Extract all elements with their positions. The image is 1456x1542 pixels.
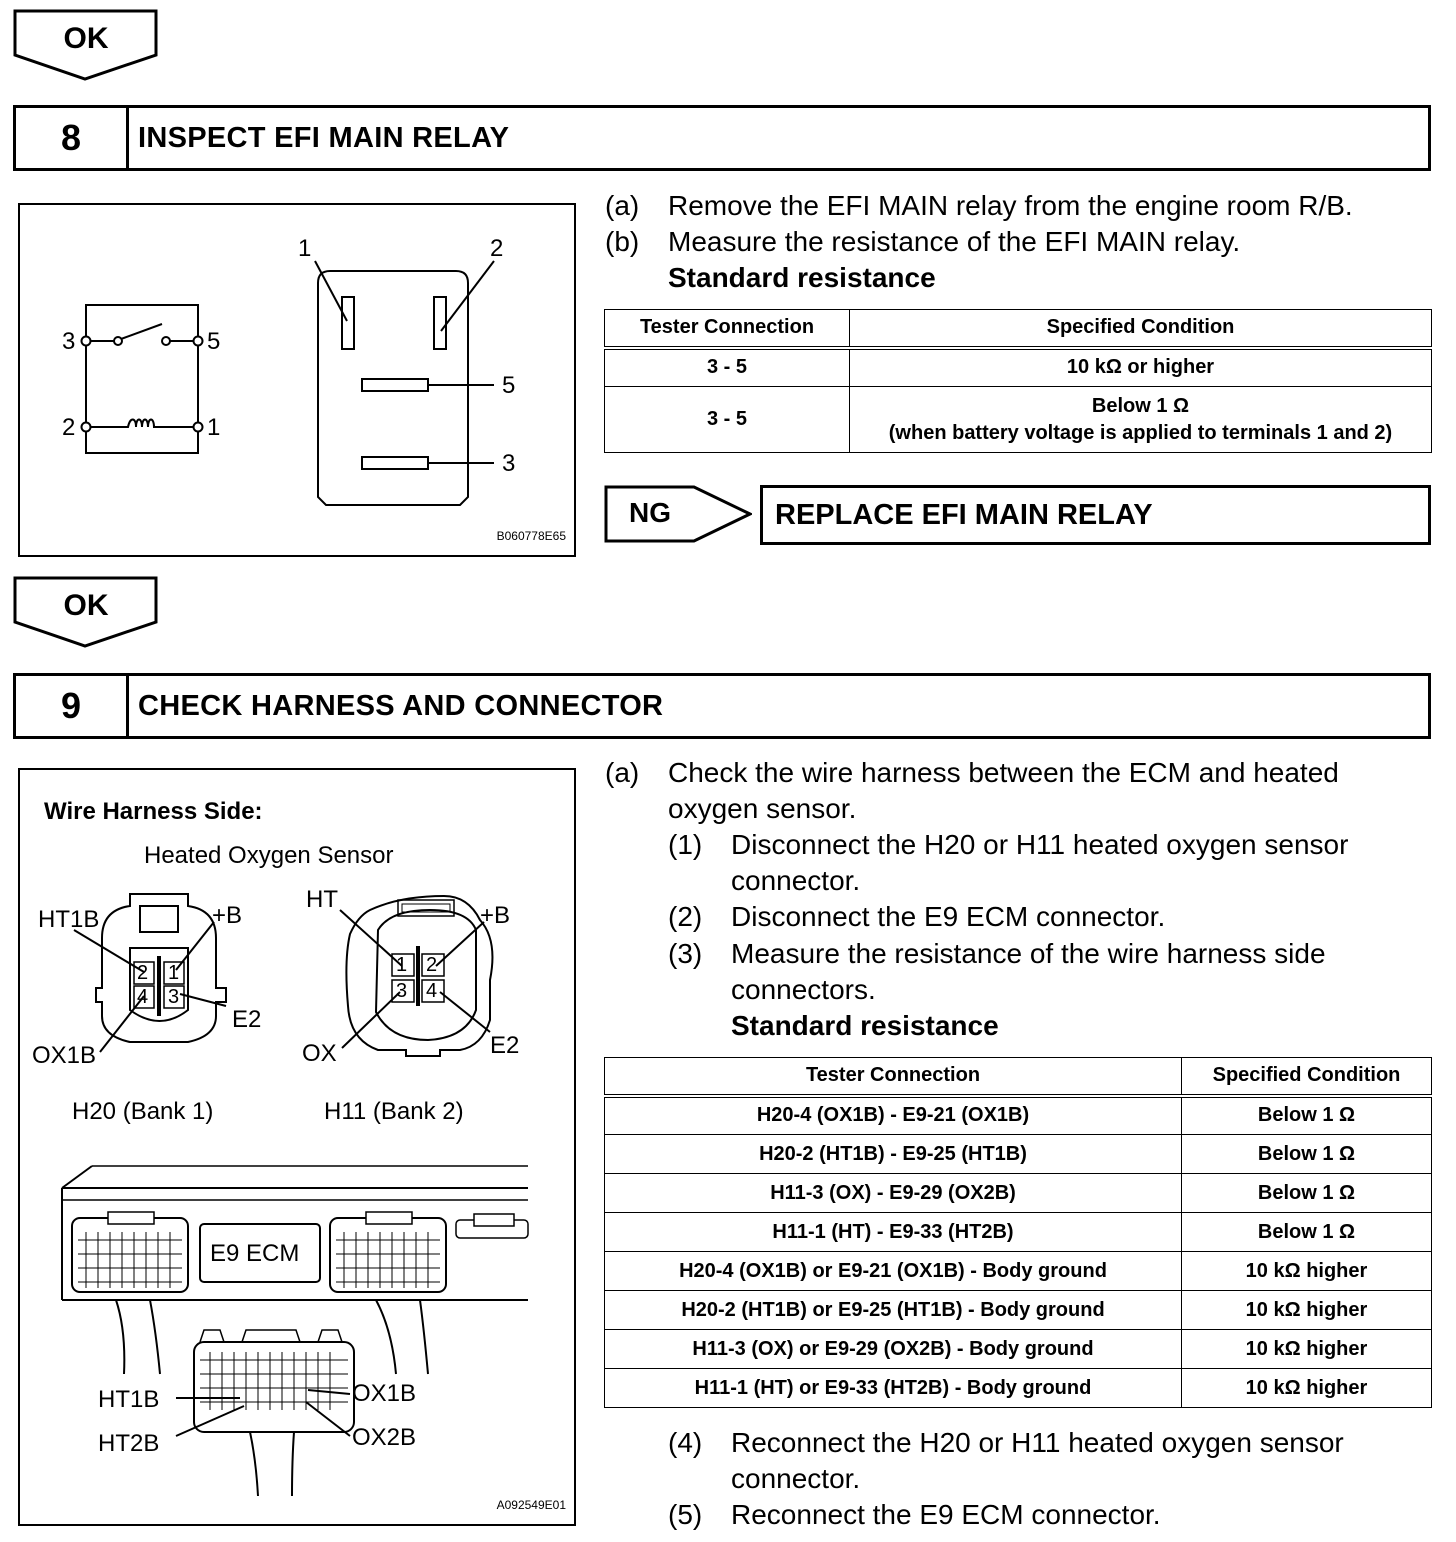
step-8-spec-table [604, 309, 1432, 453]
step-8-std-heading: Standard resistance [668, 262, 936, 293]
table-header: Tester Connection [605, 1058, 1182, 1096]
step-9-sub2: Disconnect the E9 ECM connector. [731, 901, 1166, 932]
h20-plusb-label: +B [212, 902, 243, 929]
step-9-sub2-num: (2) [668, 901, 703, 932]
table-cell: 10 kΩ higher [1182, 1252, 1432, 1291]
step-9-sub1-line1: Disconnect the H20 or H11 heated oxygen sensor [731, 829, 1349, 860]
table-cell: Below 1 Ω [1182, 1096, 1432, 1135]
schematic-pin-2-label: 2 [62, 414, 76, 441]
step-9-a-line2: oxygen sensor. [668, 793, 857, 824]
table-cell: 3 - 5 [605, 348, 850, 387]
h11-plusb-label: +B [480, 902, 511, 929]
h20-pin-2: 2 [137, 962, 149, 984]
step-8-a-text: Remove the EFI MAIN relay from the engine room R/B. [668, 190, 1353, 221]
h11-pin-2: 2 [426, 954, 438, 976]
h11-caption: H11 (Bank 2) [324, 1098, 464, 1125]
step-8-number: 8 [16, 108, 129, 168]
table-cell: H20-2 (HT1B) - E9-25 (HT1B) [605, 1135, 1182, 1174]
table-cell: H11-3 (OX) or E9-29 (OX2B) - Body ground [605, 1330, 1182, 1369]
table-cell: Below 1 Ω [1182, 1213, 1432, 1252]
table-cell: Below 1 Ω [1182, 1135, 1432, 1174]
h20-e2-label: E2 [232, 1006, 262, 1033]
step-9-sub5-num: (5) [668, 1499, 703, 1530]
table-cell: H11-1 (HT) - E9-33 (HT2B) [605, 1213, 1182, 1252]
step-9-sub5: Reconnect the E9 ECM connector. [731, 1499, 1161, 1530]
table-cell: 10 kΩ higher [1182, 1330, 1432, 1369]
ecm-ht2b-label: HT2B [98, 1430, 160, 1457]
relay-figure-code: B060778E65 [496, 529, 566, 543]
table-cell: H20-2 (HT1B) or E9-25 (HT1B) - Body ground [605, 1291, 1182, 1330]
table-cell: H11-3 (OX) - E9-29 (OX2B) [605, 1174, 1182, 1213]
h11-ox-label: OX [302, 1040, 337, 1067]
step-8-b-letter: (b) [605, 226, 640, 257]
h11-e2-label: E2 [490, 1032, 520, 1059]
ecm-ox1b-label: OX1B [352, 1380, 417, 1407]
schematic-pin-5-label: 5 [207, 328, 221, 355]
harness-figure [18, 768, 576, 1526]
step-9-sub3-line2: connectors. [731, 974, 876, 1005]
h20-caption: H20 (Bank 1) [72, 1098, 214, 1125]
schematic-pin-1-label: 1 [207, 414, 221, 441]
table-cell: Below 1 Ω [1182, 1174, 1432, 1213]
h11-pin-4: 4 [426, 980, 438, 1002]
condition-note: (when battery voltage is applied to terminals 1 and 2) [888, 421, 1393, 444]
step-8-title: INSPECT EFI MAIN RELAY [138, 121, 510, 154]
table-cell: H20-4 (OX1B) - E9-21 (OX1B) [605, 1096, 1182, 1135]
step-9-sub1-line2: connector. [731, 865, 861, 896]
step-8-b-text: Measure the resistance of the EFI MAIN relay. [668, 226, 1241, 257]
step-9-spec-table [604, 1057, 1432, 1408]
table-header: Specified Condition [850, 310, 1432, 348]
h20-pin-3: 3 [168, 986, 180, 1008]
ok-label-1: OK [63, 22, 109, 55]
ng-action-box: REPLACE EFI MAIN RELAY [760, 485, 1431, 545]
table-cell: H20-4 (OX1B) or E9-21 (OX1B) - Body ground [605, 1252, 1182, 1291]
table-cell: 10 kΩ higher [1182, 1369, 1432, 1408]
step-9-a-letter: (a) [605, 757, 640, 788]
h11-pin-1: 1 [396, 954, 408, 976]
step-9-sub1-num: (1) [668, 829, 703, 860]
ecm-ox2b-label: OX2B [352, 1424, 417, 1451]
relay-pin-1-label: 1 [298, 235, 312, 262]
condition-value: Below 1 Ω [1091, 394, 1190, 417]
step-9-a-line1: Check the wire harness between the ECM and heated [668, 757, 1339, 788]
table-cell: H11-1 (HT) or E9-33 (HT2B) - Body ground [605, 1369, 1182, 1408]
table-header: Tester Connection [605, 310, 850, 348]
table-header: Specified Condition [1182, 1058, 1432, 1096]
table-cell: 3 - 5 [605, 387, 850, 453]
step-9-sub4-line2: connector. [731, 1463, 861, 1494]
wire-harness-heading: Wire Harness Side: [44, 798, 263, 825]
ng-label: NG [629, 497, 671, 528]
step-9-header [13, 673, 1431, 739]
harness-figure-code: A092549E01 [496, 1498, 566, 1512]
step-9-sub3-num: (3) [668, 938, 703, 969]
e9-ecm-label: E9 ECM [210, 1240, 300, 1267]
ok-label-2: OK [63, 589, 109, 622]
h11-pin-3: 3 [396, 980, 408, 1002]
table-cell: 10 kΩ or higher [850, 348, 1432, 387]
h11-ht-label: HT [306, 886, 338, 913]
relay-pin-2-label: 2 [490, 235, 504, 262]
h20-ht1b-label: HT1B [38, 906, 100, 933]
step-9-sub4-line1: Reconnect the H20 or H11 heated oxygen sensor [731, 1427, 1344, 1458]
relay-pin-3-label: 3 [502, 450, 516, 477]
heated-oxygen-sensor-heading: Heated Oxygen Sensor [144, 842, 394, 869]
h20-pin-4: 4 [137, 986, 149, 1008]
step-9-number: 9 [16, 676, 129, 736]
table-cell: 10 kΩ higher [1182, 1291, 1432, 1330]
relay-pin-5-label: 5 [502, 372, 516, 399]
relay-figure [18, 203, 576, 557]
step-8-header [13, 105, 1431, 171]
step-9-sub3-line1: Measure the resistance of the wire harness side [731, 938, 1326, 969]
step-8-a-letter: (a) [605, 190, 640, 221]
schematic-pin-3-label: 3 [62, 328, 76, 355]
table-cell [850, 387, 1432, 453]
ecm-ht1b-label: HT1B [98, 1386, 160, 1413]
step-9-sub4-num: (4) [668, 1427, 703, 1458]
step-9-title: CHECK HARNESS AND CONNECTOR [138, 689, 664, 722]
h20-ox1b-label: OX1B [32, 1042, 97, 1069]
h20-pin-1: 1 [168, 962, 180, 984]
step-9-std-heading: Standard resistance [731, 1010, 999, 1041]
